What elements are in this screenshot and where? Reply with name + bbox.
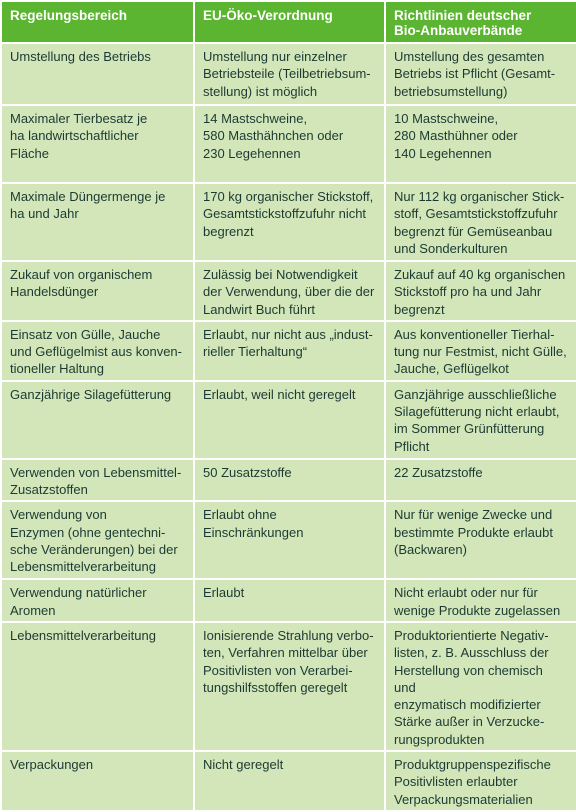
header-regelungsbereich: Regelungsbereich [2, 2, 193, 42]
cell-eu-oeko-verordnung: Zulässig bei Notwendigkeit der Verwendung, über die der Landwirt Buch führt [195, 262, 384, 320]
header-row [2, 2, 576, 42]
cell-bio-anbauverbaende: Nur für wenige Zwecke und bestimmte Produkte erlaubt (Backwaren) [386, 502, 576, 578]
cell-regelungsbereich: Ganzjährige Silagefütterung [2, 382, 193, 458]
cell-bio-anbauverbaende: Zukauf auf 40 kg organischen Stickstoff pro ha und Jahr begrenzt [386, 262, 576, 320]
cell-bio-anbauverbaende: Nicht erlaubt oder nur für wenige Produkte zugelassen [386, 580, 576, 621]
cell-eu-oeko-verordnung: Erlaubt ohne Einschränkungen [195, 502, 384, 578]
cell-eu-oeko-verordnung: 170 kg organischer Stickstoff, Gesamtstickstoffzufuhr nicht begrenzt [195, 184, 384, 260]
cell-regelungsbereich: Umstellung des Betriebs [2, 44, 193, 104]
table-row [2, 262, 576, 320]
cell-eu-oeko-verordnung: Erlaubt, weil nicht geregelt [195, 382, 384, 458]
cell-eu-oeko-verordnung: Ionisierende Strahlung verbo- ten, Verfahren mittelbar über Positivlisten von Verarbei- tungshilfsstoffen geregelt [195, 623, 384, 750]
table-row [2, 502, 576, 578]
cell-eu-oeko-verordnung: 14 Mastschweine, 580 Masthähnchen oder 230 Legehennen [195, 106, 384, 182]
header-eu-oeko-verordnung: EU-Öko-Verordnung [195, 2, 384, 42]
cell-regelungsbereich: Zukauf von organischem Handelsdünger [2, 262, 193, 320]
table-row [2, 322, 576, 380]
cell-bio-anbauverbaende: Aus konventioneller Tierhal- tung nur Festmist, nicht Gülle, Jauche, Geflügelkot [386, 322, 576, 380]
table-row [2, 460, 576, 501]
table-row [2, 580, 576, 621]
header-bio-anbauverbaende: Richtlinien deutscher Bio-Anbauverbände [386, 2, 576, 42]
cell-regelungsbereich: Verwendung von Enzymen (ohne gentechni- sche Veränderungen) bei der Lebensmittelverarbeitung [2, 502, 193, 578]
cell-eu-oeko-verordnung: 50 Zusatzstoffe [195, 460, 384, 501]
cell-bio-anbauverbaende: Produktgruppenspezifische Positivlisten erlaubter Verpackungsmaterialien [386, 752, 576, 810]
cell-regelungsbereich: Einsatz von Gülle, Jauche und Geflügelmist aus konven- tioneller Haltung [2, 322, 193, 380]
cell-bio-anbauverbaende: 10 Mastschweine, 280 Masthühner oder 140 Legehennen [386, 106, 576, 182]
table-row [2, 752, 576, 810]
cell-bio-anbauverbaende: Umstellung des gesamten Betriebs ist Pflicht (Gesamt- betriebsumstellung) [386, 44, 576, 104]
cell-regelungsbereich: Maximale Düngermenge je ha und Jahr [2, 184, 193, 260]
table-row [2, 106, 576, 182]
table-row [2, 184, 576, 260]
table-row [2, 623, 576, 750]
table-row [2, 382, 576, 458]
cell-bio-anbauverbaende: 22 Zusatzstoffe [386, 460, 576, 501]
cell-bio-anbauverbaende: Nur 112 kg organischer Stick- stoff, Gesamtstickstoffzufuhr begrenzt für Gemüseanbau und Sonderkulturen [386, 184, 576, 260]
table-row [2, 44, 576, 104]
cell-eu-oeko-verordnung: Nicht geregelt [195, 752, 384, 810]
cell-eu-oeko-verordnung: Erlaubt, nur nicht aus „indust- rieller Tierhaltung“ [195, 322, 384, 380]
cell-bio-anbauverbaende: Produktorientierte Negativ- listen, z. B. Ausschluss der Herstellung von chemisch und enzymatisch modifizierter Stärke außer in Verzucke- rungsprodukten [386, 623, 576, 750]
cell-regelungsbereich: Verpackungen [2, 752, 193, 810]
cell-regelungsbereich: Verwendung natürlicher Aromen [2, 580, 193, 621]
cell-regelungsbereich: Verwenden von Lebensmittel- Zusatzstoffen [2, 460, 193, 501]
cell-eu-oeko-verordnung: Umstellung nur einzelner Betriebsteile (Teilbetriebsum- stellung) ist möglich [195, 44, 384, 104]
cell-bio-anbauverbaende: Ganzjährige ausschließliche Silagefütterung nicht erlaubt, im Sommer Grünfütterung Pflicht [386, 382, 576, 458]
cell-regelungsbereich: Maximaler Tierbesatz je ha landwirtschaftlicher Fläche [2, 106, 193, 182]
cell-eu-oeko-verordnung: Erlaubt [195, 580, 384, 621]
cell-regelungsbereich: Lebensmittelverarbeitung [2, 623, 193, 750]
